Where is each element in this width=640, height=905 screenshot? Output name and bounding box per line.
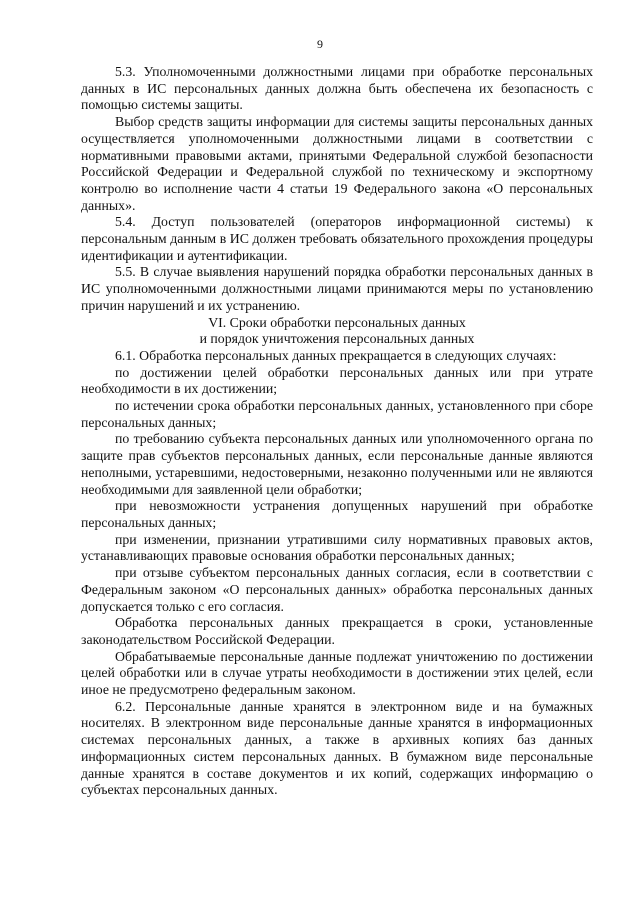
- list-item-violations: при невозможности устранения допущенных нарушений при обработке персональных данных;: [81, 498, 593, 530]
- paragraph-6-1: 6.1. Обработка персональных данных прекращается в следующих случаях:: [115, 347, 557, 363]
- list-item-subject-request: по требованию субъекта персональных данных или уполномоченного органа по защите прав субъектов персональных данных, если персональные данные являются неполными, устаревшими, недостоверными, незаконно полученными или не являются необходимыми для заявленной цели обработки;: [81, 431, 593, 497]
- section-title: [81, 315, 593, 348]
- list-item-goal-achieved: по достижении целей обработки персональных данных или при утрате необходимости в их достижении;: [81, 364, 593, 397]
- paragraph-6-2: 6.2. Персональные данные хранятся в электронном виде и на бумажных носителях. В электронном виде персональные данные хранятся в информационных системах персональных данных, а также в архивных копиях баз данных информационных систем персональных данных. В бумажном виде персональные данные хранятся в составе документов и их копий, содержащих информацию о субъектах персональных данных.: [81, 698, 593, 798]
- page-number: 9: [317, 37, 323, 51]
- list-item-term-expired: по истечении срока обработки персональных данных, установленного при сборе персональных данных;: [81, 398, 593, 430]
- paragraph-destruction: Обрабатываемые персональные данные подлежат уничтожению по достижении целей обработки или в случае утраты необходимости в достижении этих целей, если иное не предусмотрено федеральным законом.: [81, 648, 593, 698]
- paragraph-5-3: 5.3. Уполномоченными должностными лицами при обработке персональных данных в ИС персональных данных должна быть обеспечена их безопасность с помощью системы защиты.: [81, 64, 593, 113]
- section-title-line-2: и порядок уничтожения персональных данных: [199, 331, 475, 347]
- list-item-law-change: при изменении, признании утратившими силу нормативных правовых актов, устанавливающих правовые основания обработки персональных данных;: [81, 531, 593, 564]
- section-title-line-1: VI. Сроки обработки персональных данных: [208, 314, 466, 330]
- paragraph-termination-terms: Обработка персональных данных прекращается в сроки, установленные законодательством Российской Федерации.: [81, 615, 593, 647]
- list-item-consent-withdrawal: при отзыве субъектом персональных данных согласия, если в соответствии с Федеральным законом «О персональных данных» обработка персональных данных допускается только с его согласия.: [81, 565, 593, 614]
- paragraph-security-tools: Выбор средств защиты информации для системы защиты персональных данных осуществляется уполномоченными должностными лицами в соответствии с нормативными правовыми актами, принятыми Федеральной службой безопасности Российской Федерации и Федеральной службой по техническому и экспортному контролю во исполнение части 4 статьи 19 Федерального закона «О персональных данных».: [81, 114, 593, 213]
- document-body: [81, 64, 593, 799]
- paragraph-5-5: 5.5. В случае выявления нарушений порядка обработки персональных данных в ИС уполномоченными должностными лицами принимаются меры по установлению причин нарушений и их устранению.: [81, 264, 593, 313]
- paragraph-5-4: 5.4. Доступ пользователей (операторов информационной системы) к персональным данным в ИС должен требовать обязательного прохождения процедуры идентификации и аутентификации.: [81, 214, 593, 263]
